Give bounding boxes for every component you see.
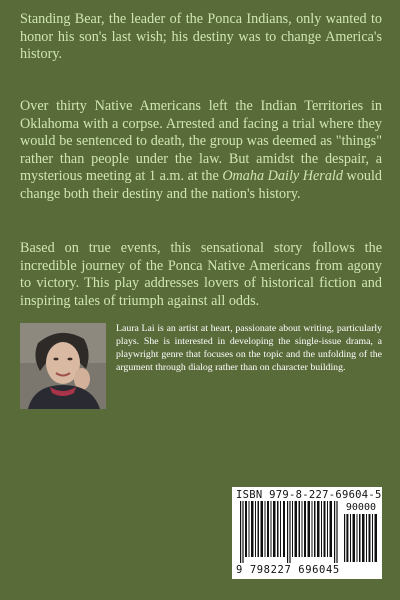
barcode-digits: 9 798227 696045 (236, 564, 340, 576)
blurb-paragraph-2 (20, 98, 382, 204)
isbn-barcode (232, 487, 382, 579)
blurb-paragraph-2-text-a: Over thirty Native Americans left the Indian Territories in Oklahoma with a corpse. Arrested and facing a trial where they would be sentenced to death, the group was deemed as "things" rather than people under the law. But amidst the despair, a mysterious meeting at 1 a.m. at the (20, 98, 382, 185)
blurb-paragraph-1: Standing Bear, the leader of the Ponca Indians, only wanted to honor his son's last wish; his destiny was to change America's history. (20, 11, 382, 63)
isbn-label: ISBN 979-8-227-69604-5 (236, 489, 382, 501)
author-portrait-image (20, 323, 106, 409)
barcode-bars (240, 501, 340, 563)
newspaper-title: Omaha Daily Herald (222, 168, 343, 185)
blurb-paragraph-3: Based on true events, this sensational story follows the incredible journey of the Ponca Native Americans from agony to victory. This play addresses lovers of historical fiction and inspiring tales of triumph against all odds. (20, 240, 382, 309)
author-bio: Laura Lai is an artist at heart, passionate about writing, particularly plays. She is interested in developing the single-issue drama, a playwright genre that focuses on the topic and the unfolding of the argument through dialog rather than on character building. (116, 323, 382, 373)
blurb-paragraph-2-text-b: would change both their destiny and the nation's history. (20, 168, 382, 202)
price-addon-bars (344, 514, 378, 562)
price-code: 90000 (345, 502, 376, 513)
author-photo (20, 323, 106, 409)
